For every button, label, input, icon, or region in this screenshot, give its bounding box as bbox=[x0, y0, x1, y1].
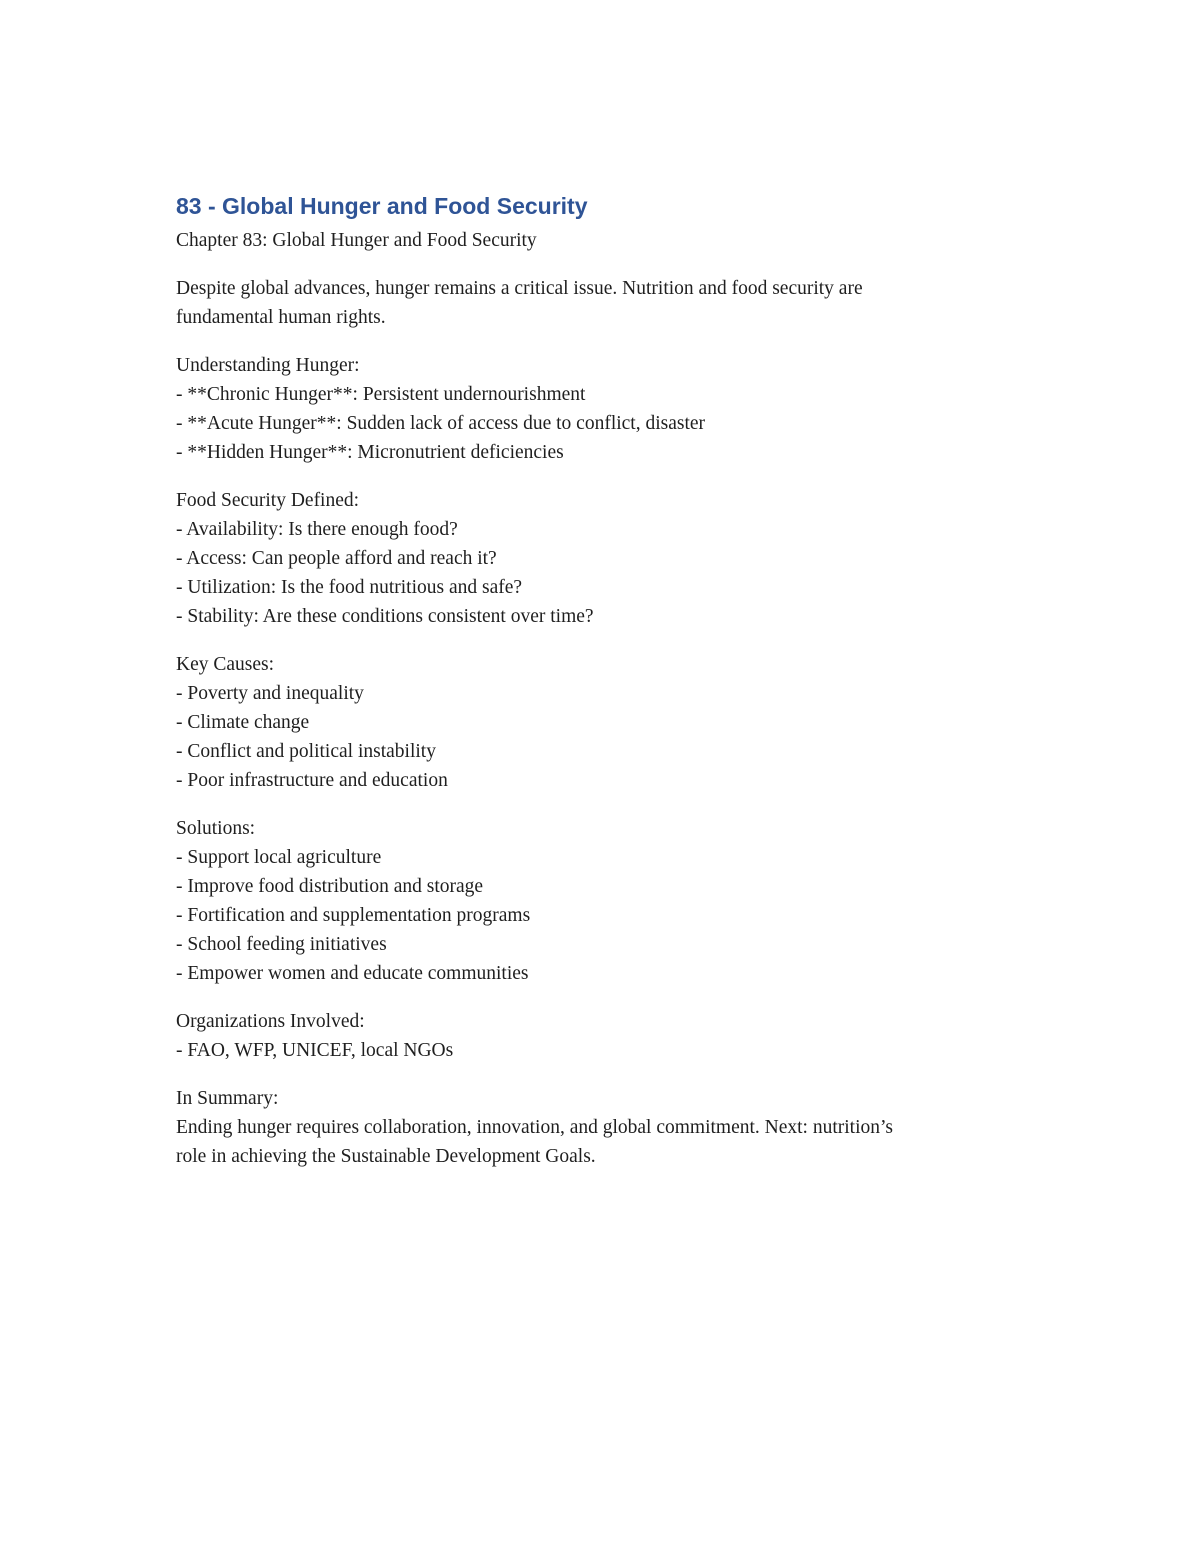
list-item: - Empower women and educate communities bbox=[176, 963, 529, 984]
section-organizations-involved bbox=[176, 1007, 1036, 1065]
section-understanding-hunger bbox=[176, 351, 1036, 467]
list-item: - Access: Can people afford and reach it? bbox=[176, 548, 497, 569]
list-item: - **Acute Hunger**: Sudden lack of access due to conflict, disaster bbox=[176, 413, 706, 434]
list-item: - Poor infrastructure and education bbox=[176, 770, 448, 791]
list-item: - **Chronic Hunger**: Persistent undernourishment bbox=[176, 384, 586, 405]
list-item: - Poverty and inequality bbox=[176, 683, 364, 704]
list-item: - Availability: Is there enough food? bbox=[176, 519, 458, 540]
list-item: - Support local agriculture bbox=[176, 847, 382, 868]
section-solutions bbox=[176, 814, 1036, 988]
list-item: - Climate change bbox=[176, 712, 310, 733]
intro-paragraph bbox=[176, 274, 1036, 332]
document-title: 83 - Global Hunger and Food Security bbox=[176, 193, 588, 219]
intro-line: Despite global advances, hunger remains a critical issue. Nutrition and food security are bbox=[176, 278, 863, 299]
list-item: - Conflict and political instability bbox=[176, 741, 436, 762]
section-heading: Food Security Defined: bbox=[176, 490, 360, 511]
list-item: - Stability: Are these conditions consistent over time? bbox=[176, 606, 594, 627]
list-item: - Fortification and supplementation programs bbox=[176, 905, 531, 926]
section-key-causes bbox=[176, 650, 1036, 795]
section-heading: Solutions: bbox=[176, 818, 256, 839]
chapter-subtitle bbox=[176, 226, 1036, 255]
summary-line: role in achieving the Sustainable Development Goals. bbox=[176, 1146, 596, 1167]
section-food-security-defined bbox=[176, 486, 1036, 631]
summary-line: Ending hunger requires collaboration, innovation, and global commitment. Next: nutrition’s bbox=[176, 1117, 894, 1138]
list-item: - FAO, WFP, UNICEF, local NGOs bbox=[176, 1040, 454, 1061]
section-heading: In Summary: bbox=[176, 1088, 279, 1109]
list-item: - Improve food distribution and storage bbox=[176, 876, 484, 897]
section-heading: Understanding Hunger: bbox=[176, 355, 360, 376]
subtitle-line: Chapter 83: Global Hunger and Food Security bbox=[176, 230, 537, 251]
intro-line: fundamental human rights. bbox=[176, 307, 386, 328]
section-in-summary bbox=[176, 1084, 1036, 1171]
document-body bbox=[176, 190, 1036, 1190]
list-item: - Utilization: Is the food nutritious and safe? bbox=[176, 577, 523, 598]
section-heading: Key Causes: bbox=[176, 654, 275, 675]
list-item: - School feeding initiatives bbox=[176, 934, 387, 955]
section-heading: Organizations Involved: bbox=[176, 1011, 365, 1032]
list-item: - **Hidden Hunger**: Micronutrient deficiencies bbox=[176, 442, 564, 463]
